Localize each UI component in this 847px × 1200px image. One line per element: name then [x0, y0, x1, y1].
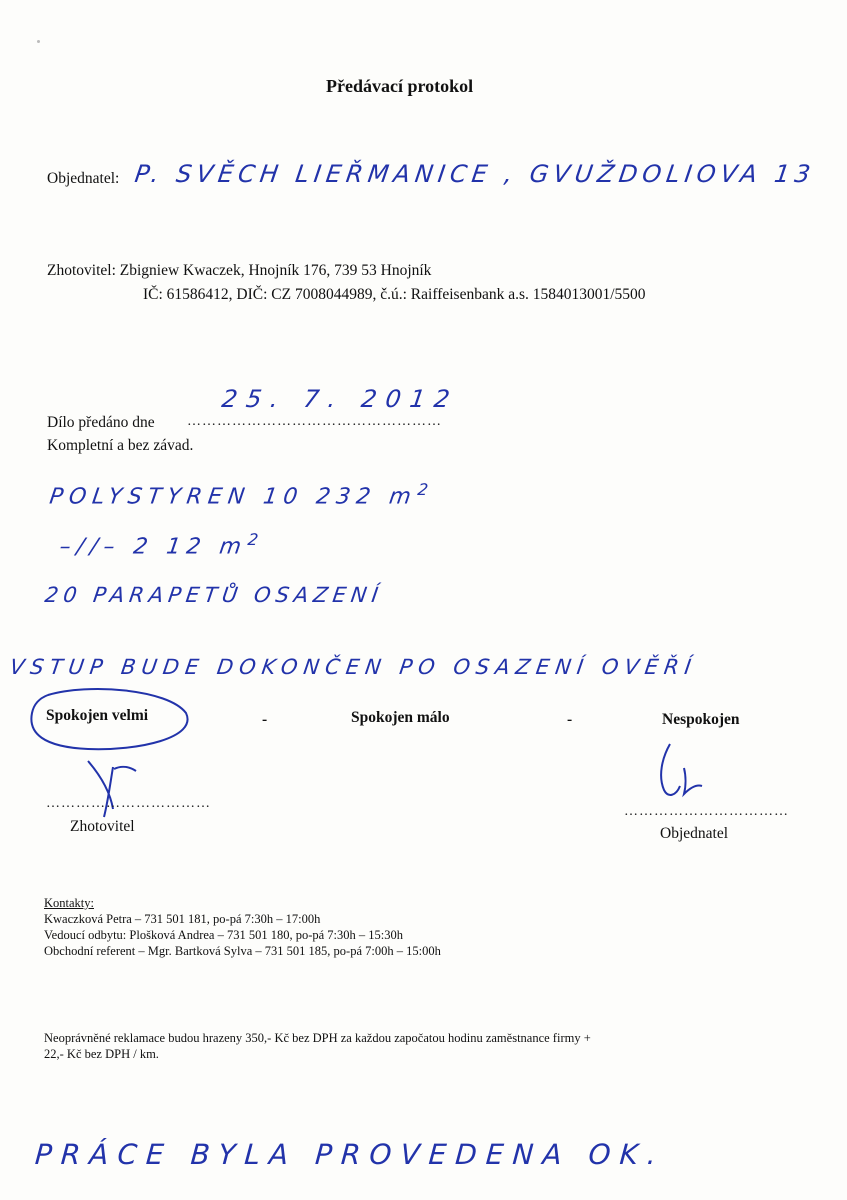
client-signature — [650, 738, 720, 808]
scan-speck — [37, 40, 40, 43]
footer-handwritten: PRÁCE BYLA PROVEDENA OK. — [33, 1138, 667, 1171]
satisfaction-dash-2: - — [567, 711, 573, 728]
item-2-sup: 2 — [246, 530, 260, 549]
handover-date: 25. 7. 2012 — [220, 385, 461, 413]
contractor-line2: IČ: 61586412, DIČ: CZ 7008044989, č.ú.: Raiffeisenbank a.s. 1584013001/5500 — [143, 286, 646, 303]
handwritten-item-2 — [58, 530, 260, 559]
handover-label: Dílo předáno dne — [47, 414, 155, 431]
handover-dots: …………………………………………… — [187, 414, 442, 429]
item-2-text: –//– 2 12 m — [57, 534, 249, 560]
contractor-signature-label: Zhotovitel — [70, 818, 135, 835]
client-handwritten: P. SVĚCH LIEŘMANICE , GVUŽDOLIOVA 13 — [133, 160, 818, 188]
handwritten-item-1 — [48, 480, 429, 509]
contacts-heading: Kontakty: — [44, 896, 94, 910]
satisfaction-very: Spokojen velmi — [46, 707, 149, 724]
item-1-text: POLYSTYREN 10 232 m — [47, 484, 419, 510]
handover-condition: Kompletní a bez závad. — [47, 437, 194, 454]
satisfaction-dash-1: - — [262, 711, 268, 728]
satisfaction-not: Nespokojen — [662, 711, 740, 728]
contact-line-1: Kwaczková Petra – 731 501 181, po-pá 7:30h – 17:00h — [44, 912, 321, 926]
notice-line-2: 22,- Kč bez DPH / km. — [44, 1047, 159, 1061]
satisfaction-little: Spokojen málo — [351, 709, 450, 726]
client-signature-label: Objednatel — [660, 825, 729, 842]
client-label: Objednatel: — [47, 170, 120, 187]
document-title: Předávací protokol — [326, 76, 474, 96]
item-1-sup: 2 — [416, 480, 430, 499]
contact-line-3: Obchodní referent – Mgr. Bartková Sylva – 731 501 185, po-pá 7:00h – 15:00h — [44, 944, 441, 958]
client-signature-dots: …………………………… — [624, 804, 789, 819]
contractor-line1: Zhotovitel: Zbigniew Kwaczek, Hnojník 176, 739 53 Hnojník — [47, 262, 432, 279]
handwritten-note: VSTUP BUDE DOKONČEN PO OSAZENÍ OVĚŘÍ — [8, 655, 699, 679]
contact-line-2: Vedoucí odbytu: Plošková Andrea – 731 501 180, po-pá 7:30h – 15:30h — [44, 928, 403, 942]
handwritten-item-3: 20 PARAPETŮ OSAZENÍ — [43, 583, 385, 607]
contractor-signature-dots: …………………………… — [46, 796, 211, 811]
notice-line-1: Neoprávněné reklamace budou hrazeny 350,- Kč bez DPH za každou započatou hodinu zaměstnance firmy + — [44, 1031, 591, 1045]
